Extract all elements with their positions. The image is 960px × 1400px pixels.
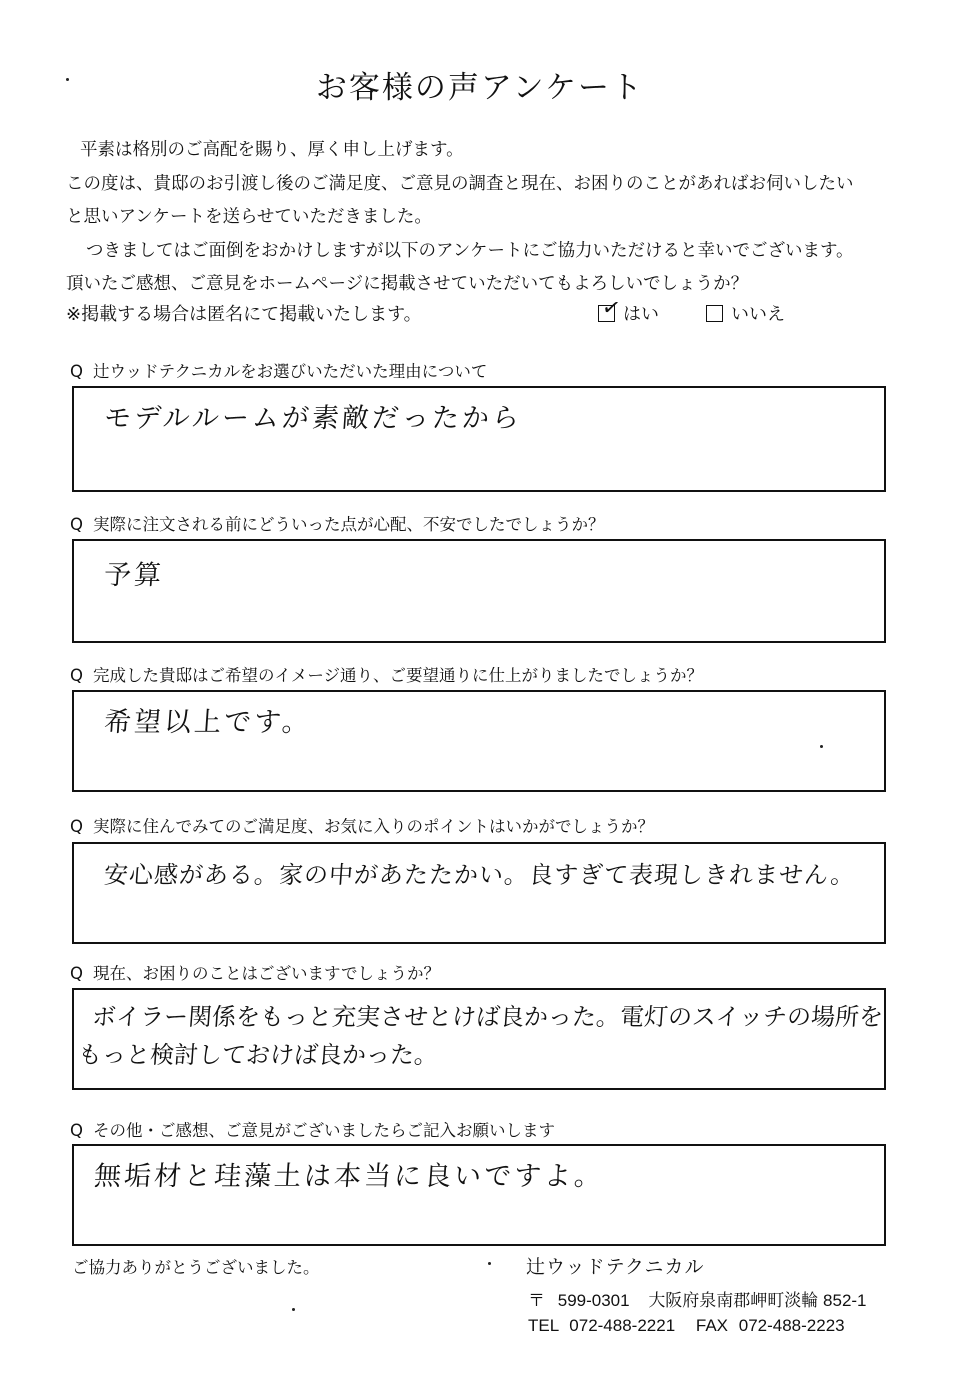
tel-number: 072-488-2221 bbox=[569, 1316, 676, 1335]
question-text: 完成した貴邸はご希望のイメージ通り、ご要望通りに仕上がりましたでしょうか？ bbox=[93, 666, 704, 685]
scan-speck bbox=[488, 1262, 491, 1265]
intro-line: と思いアンケートを送らせていただきました。 bbox=[66, 207, 432, 227]
thanks-text: ご協力ありがとうございました。 bbox=[72, 1258, 320, 1277]
answer-box-1 bbox=[72, 386, 886, 492]
question-4 bbox=[70, 813, 654, 837]
no-label: いいえ bbox=[731, 304, 785, 325]
question-text: 実際に住んでみてのご満足度、お気に入りのポイントはいかがでしょうか？ bbox=[93, 817, 654, 836]
answer-box-5 bbox=[72, 988, 886, 1090]
tel-label: TEL bbox=[528, 1316, 559, 1335]
intro-line: 平素は格別のご高配を賜り、厚く申し上げます。 bbox=[80, 140, 464, 160]
question-text: その他・ご感想、ご意見がございましたらご記入お願いします bbox=[93, 1121, 555, 1140]
consent-yes-option[interactable] bbox=[598, 294, 659, 326]
question-3 bbox=[70, 662, 703, 686]
fax-label: FAX bbox=[695, 1316, 729, 1335]
q-mark: Q bbox=[70, 362, 83, 381]
consent-note: ※掲載する場合は匿名にて掲載いたします。 bbox=[66, 304, 422, 325]
fax-number: 072-488-2223 bbox=[738, 1316, 845, 1335]
question-text: 実際に注文される前にどういった点が心配、不安でしたでしょうか？ bbox=[93, 515, 605, 534]
answer-text: 無垢材と珪藻土は本当に良いですよ。 bbox=[92, 1161, 606, 1192]
yes-label: はい bbox=[623, 304, 659, 325]
question-text: 現在、お困りのことはございますでしょうか？ bbox=[93, 964, 440, 983]
intro-line: この度は、貴邸のお引渡し後のご満足度、ご意見の調査と現在、お困りのことがあればお伺いしたい bbox=[66, 174, 854, 194]
q-mark: Q bbox=[70, 666, 83, 685]
no-checkbox[interactable] bbox=[706, 305, 723, 322]
answer-box-4 bbox=[72, 842, 886, 944]
answer-box-6 bbox=[72, 1144, 886, 1246]
company-name: 辻ウッドテクニカル bbox=[526, 1256, 705, 1278]
question-1 bbox=[70, 358, 487, 382]
address: 大阪府泉南郡岬町淡輪 852-1 bbox=[648, 1291, 867, 1310]
scan-speck bbox=[292, 1308, 295, 1311]
answer-box-2 bbox=[72, 539, 886, 643]
answer-text: 希望以上です。 bbox=[102, 707, 313, 738]
scan-speck bbox=[820, 745, 823, 748]
answer-text: 予算 bbox=[102, 560, 166, 591]
answer-box-3 bbox=[72, 690, 886, 792]
question-6 bbox=[70, 1117, 555, 1141]
q-mark: Q bbox=[70, 817, 83, 836]
q-mark: Q bbox=[70, 1121, 83, 1140]
page-title: お客様の声アンケート bbox=[315, 70, 645, 106]
answer-text: 安心感がある。家の中があたたかい。良すぎて表現しきれません。 bbox=[103, 861, 857, 889]
q-mark: Q bbox=[70, 964, 83, 983]
yes-checkbox[interactable] bbox=[598, 294, 623, 323]
q-mark: Q bbox=[70, 515, 83, 534]
answer-text-line2: もっと検討しておけば良かった。 bbox=[77, 1041, 439, 1069]
answer-text: モデルルームが素敵だったから bbox=[102, 403, 524, 434]
intro-line: つきましてはご面倒をおかけしますが以下のアンケートにご協力いただけると幸いでございます。 bbox=[86, 241, 854, 261]
scan-speck bbox=[66, 78, 69, 81]
postal-code: 599-0301 bbox=[557, 1291, 630, 1310]
postal-mark: 〒 bbox=[528, 1291, 545, 1310]
consent-no-option[interactable] bbox=[706, 300, 785, 326]
intro-line: 頂いたご感想、ご意見をホームページに掲載させていただいてもよろしいでしょうか？ bbox=[66, 274, 749, 294]
checkmark-icon: ✓ bbox=[599, 294, 623, 323]
question-text: 辻ウッドテクニカルをお選びいただいた理由について bbox=[93, 362, 488, 381]
answer-text: ボイラー関係をもっと充実させとけば良かった。電灯のスイッチの場所を bbox=[91, 1003, 885, 1031]
question-5 bbox=[70, 960, 440, 984]
address-line bbox=[528, 1286, 867, 1311]
contact-line bbox=[528, 1316, 845, 1336]
question-2 bbox=[70, 511, 605, 535]
